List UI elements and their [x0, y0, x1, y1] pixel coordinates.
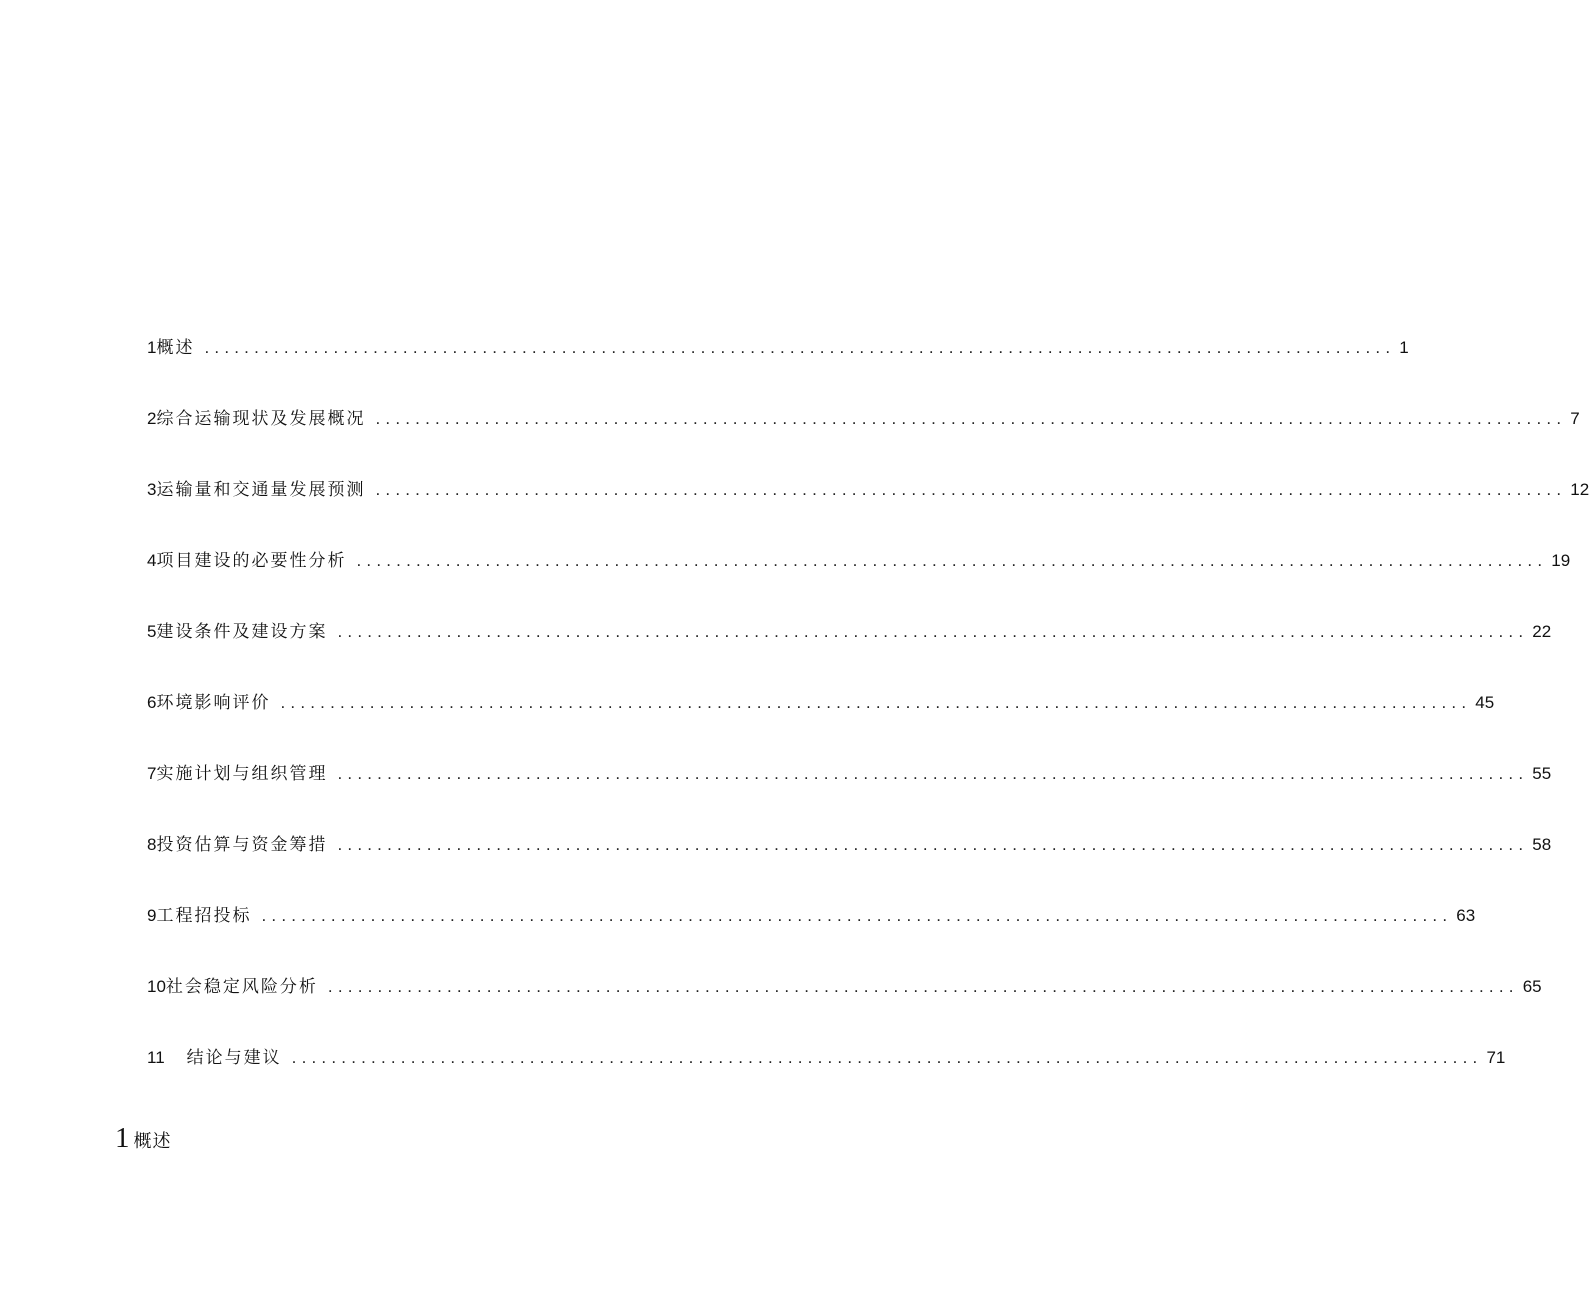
dot-leader: ........................................................................................................................ [261, 906, 1453, 925]
toc-entry-title: 建设条件及建设方案 [156, 622, 328, 642]
toc-entry[interactable] [147, 476, 1589, 547]
toc-entry-title: 综合运输现状及发展概况 [156, 409, 366, 429]
toc-entry-title: 环境影响评价 [156, 693, 271, 713]
toc-entry-page: 22 [1532, 622, 1552, 641]
toc-entry[interactable] [147, 760, 1552, 831]
dot-leader: ........................................................................................................................ [337, 764, 1529, 783]
toc-entry-number: 11 [147, 1048, 165, 1067]
toc-entry-number: 4 [147, 551, 157, 570]
toc-entry-number: 7 [147, 764, 157, 783]
dot-leader: ........................................................................................................................ [356, 551, 1548, 570]
toc-entry-page: 65 [1522, 977, 1542, 996]
toc-entry-title: 投资估算与资金筹措 [156, 835, 328, 855]
toc-entry-number: 6 [147, 693, 157, 712]
toc-entry[interactable] [147, 1044, 1506, 1115]
dot-leader: ........................................................................................................................ [337, 622, 1529, 641]
toc-entry[interactable] [147, 902, 1476, 973]
table-of-contents [147, 334, 1589, 1115]
toc-entry[interactable] [147, 618, 1552, 689]
toc-entry[interactable] [147, 334, 1409, 405]
toc-entry-number: 8 [147, 835, 157, 854]
toc-entry[interactable] [147, 973, 1542, 1044]
toc-entry-page: 45 [1475, 693, 1495, 712]
toc-entry-title: 社会稳定风险分析 [165, 977, 318, 997]
toc-entry-title: 实施计划与组织管理 [156, 764, 328, 784]
toc-entry-page: 63 [1456, 906, 1476, 925]
toc-entry[interactable] [147, 547, 1571, 618]
toc-entry-number: 3 [147, 480, 157, 499]
toc-entry-number: 5 [147, 622, 157, 641]
toc-entry-title: 结论与建议 [186, 1048, 282, 1068]
toc-entry-title: 工程招投标 [156, 906, 252, 926]
toc-entry-page: 19 [1551, 551, 1571, 570]
toc-entry-title: 运输量和交通量发展预测 [156, 480, 366, 500]
toc-entry-title: 项目建设的必要性分析 [156, 551, 347, 571]
toc-entry-page: 7 [1570, 409, 1580, 428]
toc-entry[interactable] [147, 689, 1495, 760]
toc-entry-page: 1 [1399, 338, 1409, 357]
toc-entry-page: 12 [1570, 480, 1589, 499]
dot-leader: ........................................................................................................................ [337, 835, 1529, 854]
section-heading [115, 1122, 172, 1155]
toc-entry-number: 10 [147, 977, 166, 996]
dot-leader: ........................................................................................................................ [375, 480, 1567, 499]
dot-leader: ........................................................................................................................ [291, 1048, 1483, 1067]
dot-leader: ........................................................................................................................ [327, 977, 1519, 996]
toc-entry-title: 概述 [156, 338, 195, 358]
toc-entry-page: 71 [1486, 1048, 1506, 1067]
toc-entry-number: 2 [147, 409, 157, 428]
section-title: 概述 [133, 1131, 172, 1152]
dot-leader: ........................................................................................................................ [375, 409, 1567, 428]
toc-entry-page: 55 [1532, 764, 1552, 783]
toc-entry[interactable] [147, 405, 1580, 476]
dot-leader: ........................................................................................................................ [204, 338, 1396, 357]
toc-entry[interactable] [147, 831, 1552, 902]
section-number: 1 [115, 1122, 130, 1154]
toc-entry-page: 58 [1532, 835, 1552, 854]
toc-entry-number: 1 [147, 338, 157, 357]
toc-entry-number: 9 [147, 906, 157, 925]
dot-leader: ........................................................................................................................ [280, 693, 1472, 712]
